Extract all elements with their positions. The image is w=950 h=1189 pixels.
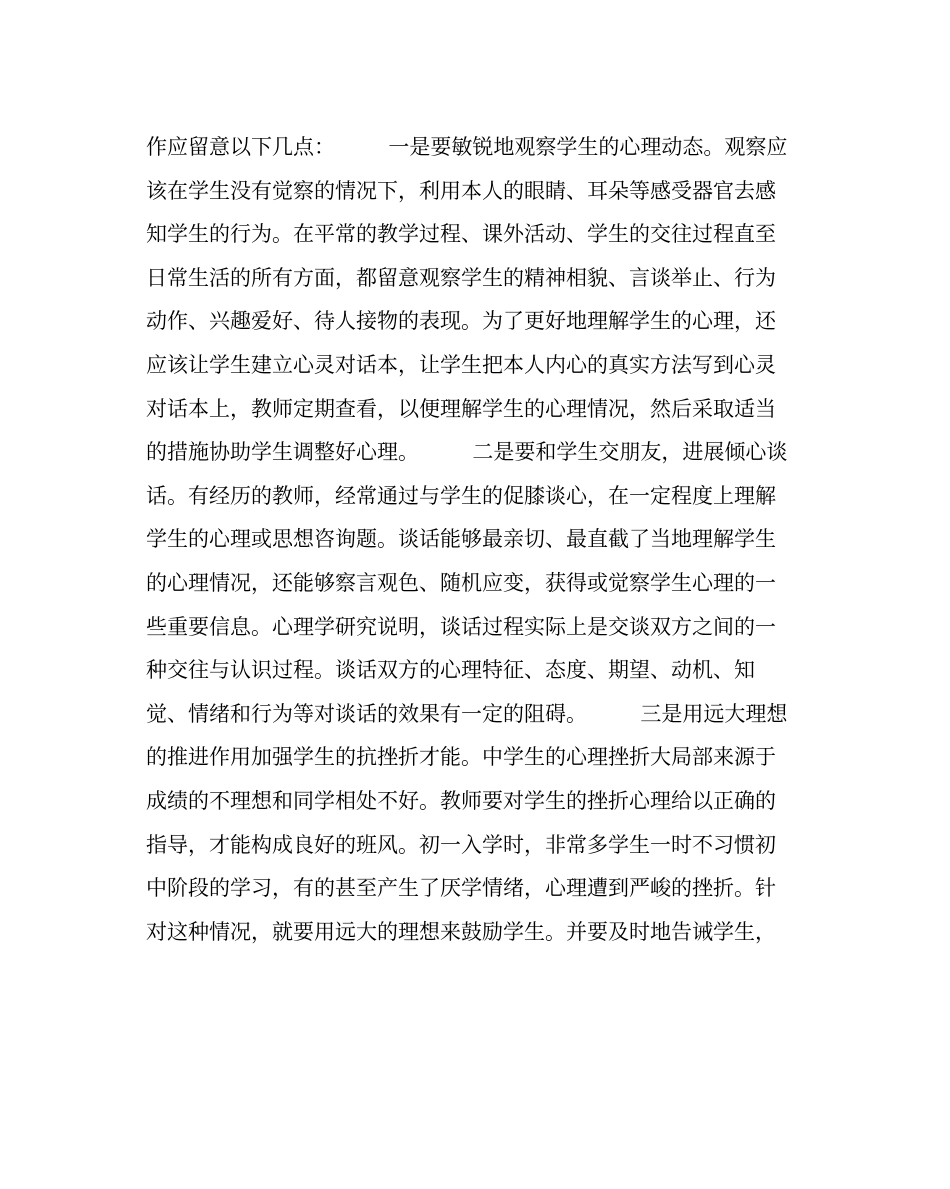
text-line: 成绩的不理想和同学相处不好。教师要对学生的挫折心理给以正确的 bbox=[146, 788, 776, 813]
text-line: 话。有经历的教师，经常通过与学生的促膝谈心，在一定程度上理解 bbox=[146, 483, 776, 508]
text-line: 的措施协助学生调整好心理。 二是要和学生交朋友，进展倾心谈 bbox=[146, 440, 788, 465]
text-line: 该在学生没有觉察的情况下，利用本人的眼睛、耳朵等感受器官去感 bbox=[146, 178, 776, 203]
text-line: 对话本上，教师定期查看，以便理解学生的心理情况，然后采取适当 bbox=[146, 396, 776, 421]
text-line: 对这种情况，就要用远大的理想来鼓励学生。并要及时地告诫学生， bbox=[146, 919, 776, 944]
text-line: 种交往与认识过程。谈话双方的心理特征、态度、期望、动机、知 bbox=[146, 658, 755, 683]
text-line: 应该让学生建立心灵对话本，让学生把本人内心的真实方法写到心灵 bbox=[146, 352, 776, 377]
text-line: 觉、情绪和行为等对谈话的效果有一定的阻碍。 三是用远大理想 bbox=[146, 701, 788, 726]
text-line: 知学生的行为。在平常的教学过程、课外活动、学生的交往过程直至 bbox=[146, 222, 776, 247]
text-line: 中阶段的学习，有的甚至产生了厌学情绪，心理遭到严峻的挫折。针 bbox=[146, 876, 776, 901]
text-line: 指导，才能构成良好的班风。初一入学时，非常多学生一时不习惯初 bbox=[146, 832, 776, 857]
text-line: 动作、兴趣爱好、待人接物的表现。为了更好地理解学生的心理，还 bbox=[146, 309, 776, 334]
text-line: 些重要信息。心理学研究说明，谈话过程实际上是交谈双方之间的一 bbox=[146, 614, 776, 639]
body-text bbox=[146, 126, 806, 954]
text-line: 日常生活的所有方面，都留意观察学生的精神相貌、言谈举止、行为 bbox=[146, 265, 776, 290]
text-line: 的心理情况，还能够察言观色、随机应变，获得或觉察学生心理的一 bbox=[146, 570, 776, 595]
text-line: 作应留意以下几点： 一是要敏锐地观察学生的心理动态。观察应 bbox=[146, 135, 788, 159]
text-line: 学生的心理或思想咨询题。谈话能够最亲切、最直截了当地理解学生 bbox=[146, 527, 776, 552]
text-line: 的推进作用加强学生的抗挫折才能。中学生的心理挫折大局部来源于 bbox=[146, 745, 776, 770]
